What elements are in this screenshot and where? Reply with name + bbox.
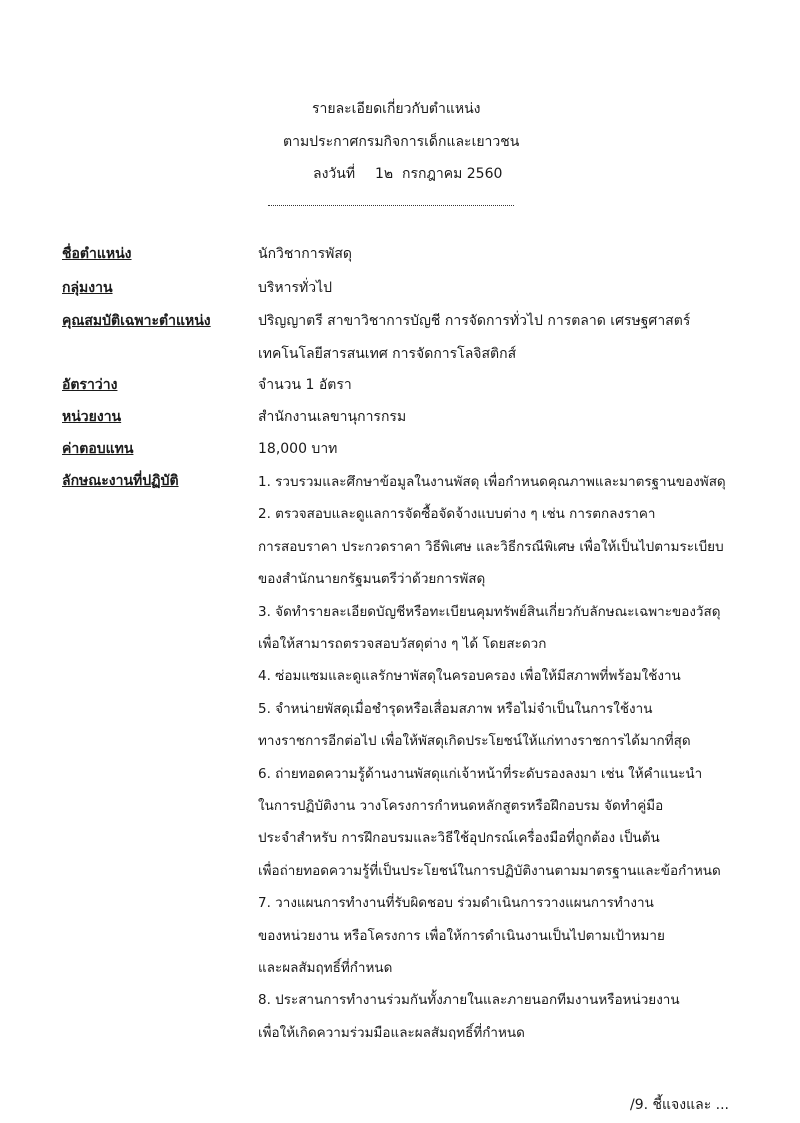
duty-line: 5. จำหน่ายพัสดุเมื่อชำรุดหรือเสื่อมสภาพ หรือไม่จำเป็นในการใช้งาน bbox=[258, 701, 653, 717]
continuation-note: /9. ชี้แจงและ ... bbox=[630, 1097, 730, 1113]
value-qualifications-line2: เทคโนโลยีสารสนเทศ การจัดการโลจิสติกส์ bbox=[258, 346, 517, 362]
label-salary: ค่าตอบแทน bbox=[62, 441, 134, 457]
label-duties: ลักษณะงานที่ปฏิบัติ bbox=[62, 473, 179, 489]
duty-line: 4. ซ่อมแซมและดูแลรักษาพัสดุในครอบครอง เพื่อให้มีสภาพที่พร้อมใช้งาน bbox=[258, 668, 681, 684]
duty-line: เพื่อให้สามารถตรวจสอบวัสดุต่าง ๆ ได้ โดยสะดวก bbox=[258, 636, 547, 652]
document-title: รายละเอียดเกี่ยวกับตำแหน่ง bbox=[312, 101, 481, 117]
date-month-year: กรกฎาคม 2560 bbox=[402, 166, 503, 182]
duty-line: 8. ประสานการทำงานร่วมกันทั้งภายในและภายนอกทีมงานหรือหน่วยงาน bbox=[258, 992, 680, 1008]
duty-line: ประจำสำหรับ การฝึกอบรมและวิธีใช้อุปกรณ์เครื่องมือที่ถูกต้อง เป็นต้น bbox=[258, 830, 660, 846]
value-work-group: บริหารทั่วไป bbox=[258, 280, 333, 296]
label-department: หน่วยงาน bbox=[62, 409, 122, 425]
label-vacancies: อัตราว่าง bbox=[62, 377, 118, 393]
value-qualifications: ปริญญาตรี สาขาวิชาการบัญชี การจัดการทั่วไป การตลาด เศรษฐศาสตร์ bbox=[258, 313, 691, 329]
value-department: สำนักงานเลขานุการกรม bbox=[258, 409, 407, 425]
document-subtitle: ตามประกาศกรมกิจการเด็กและเยาวชน bbox=[283, 134, 520, 150]
duty-line: ของหน่วยงาน หรือโครงการ เพื่อให้การดำเนินงานเป็นไปตามเป้าหมาย bbox=[258, 928, 665, 944]
duty-line: 6. ถ่ายทอดความรู้ด้านงานพัสดุแก่เจ้าหน้าที่ระดับรองลงมา เช่น ให้คำแนะนำ bbox=[258, 766, 703, 782]
label-position-name: ชื่อตำแหน่ง bbox=[62, 246, 132, 262]
duty-line: และผลสัมฤทธิ์ที่กำหนด bbox=[258, 960, 393, 976]
duty-line: เพื่อถ่ายทอดความรู้ที่เป็นประโยชน์ในการปฏิบัติงานตามมาตรฐานและข้อกำหนด bbox=[258, 863, 721, 879]
date-prefix: ลงวันที่ bbox=[313, 166, 356, 182]
duty-line: ของสำนักนายกรัฐมนตรีว่าด้วยการพัสดุ bbox=[258, 571, 486, 587]
value-vacancies: จำนวน 1 อัตรา bbox=[258, 377, 352, 393]
duty-line: การสอบราคา ประกวดราคา วิธีพิเศษ และวิธีกรณีพิเศษ เพื่อให้เป็นไปตามระเบียบ bbox=[258, 539, 724, 555]
value-position-name: นักวิชาการพัสดุ bbox=[258, 246, 352, 262]
duty-line: 3. จัดทำรายละเอียดบัญชีหรือทะเบียนคุมทรัพย์สินเกี่ยวกับลักษณะเฉพาะของวัสดุ bbox=[258, 604, 721, 620]
dotted-separator bbox=[268, 203, 514, 206]
label-work-group: กลุ่มงาน bbox=[62, 280, 113, 296]
duty-line: เพื่อให้เกิดความร่วมมือและผลสัมฤทธิ์ที่กำหนด bbox=[258, 1025, 525, 1041]
duty-line: ทางราชการอีกต่อไป เพื่อให้พัสดุเกิดประโยชน์ให้แก่ทางราชการได้มากที่สุด bbox=[258, 733, 691, 749]
label-qualifications: คุณสมบัติเฉพาะตำแหน่ง bbox=[62, 313, 211, 329]
duty-line: 2. ตรวจสอบและดูแลการจัดซื้อจัดจ้างแบบต่าง ๆ เช่น การตกลงราคา bbox=[258, 506, 656, 522]
duty-line: 1. รวบรวมและศึกษาข้อมูลในงานพัสดุ เพื่อกำหนดคุณภาพและมาตรฐานของพัสดุ bbox=[258, 474, 726, 490]
duty-line: ในการปฏิบัติงาน วางโครงการกำหนดหลักสูตรหรือฝึกอบรม จัดทำคู่มือ bbox=[258, 798, 664, 814]
duty-line: 7. วางแผนการทำงานที่รับผิดชอบ ร่วมดำเนินการวางแผนการทำงาน bbox=[258, 895, 654, 911]
date-day: 1๒ bbox=[375, 166, 394, 182]
value-salary: 18,000 บาท bbox=[258, 441, 338, 457]
